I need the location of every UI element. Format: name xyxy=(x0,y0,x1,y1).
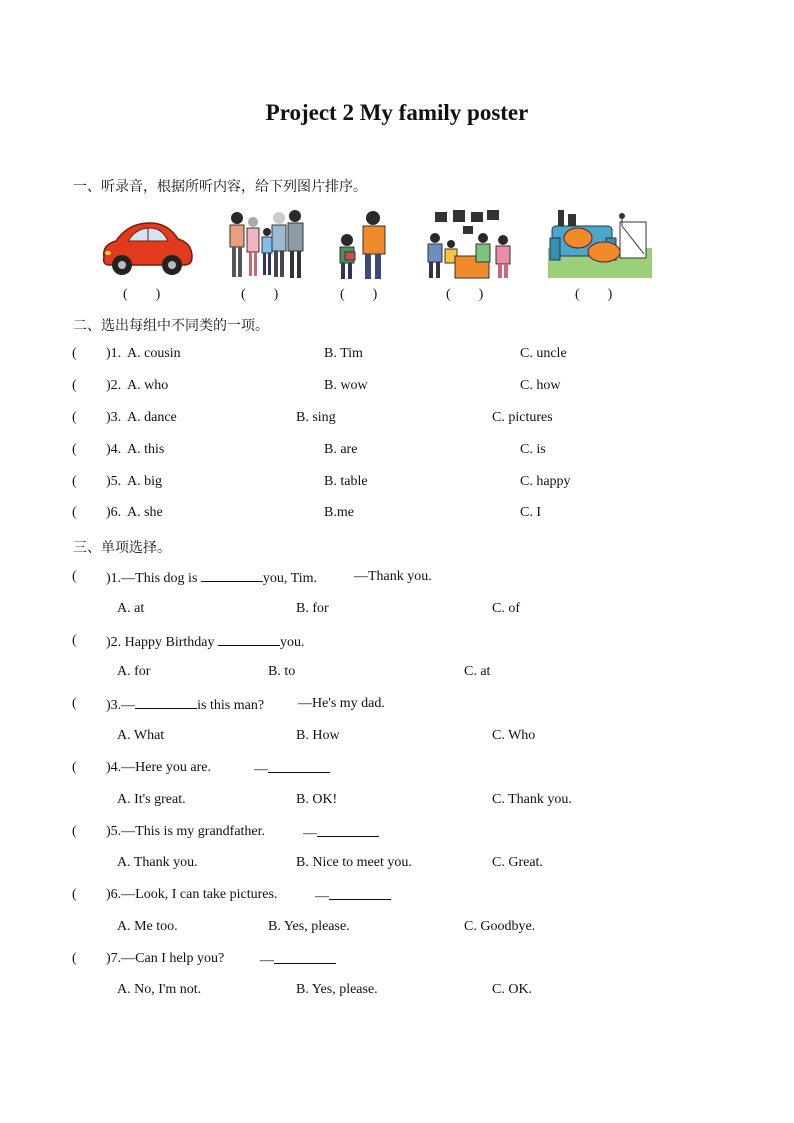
picture-1-answer[interactable]: ( ) xyxy=(123,287,161,302)
item-number: )4. xyxy=(106,442,122,457)
picture-3-answer[interactable]: ( ) xyxy=(340,287,378,302)
option-b: B. sing xyxy=(296,410,336,425)
option-a: A. dance xyxy=(127,410,177,425)
reply-dash: — xyxy=(303,826,317,841)
option-b: B. Yes, please. xyxy=(296,982,378,997)
option-c: C. Thank you. xyxy=(492,792,572,807)
option-c: C. is xyxy=(520,442,546,457)
answer-paren[interactable]: ( xyxy=(72,760,77,775)
option-b: B. are xyxy=(324,442,358,457)
answer-paren[interactable]: ( xyxy=(72,824,77,839)
question-prefix: —This dog is xyxy=(121,571,201,586)
section3-options-7 xyxy=(0,982,794,1002)
answer-paren[interactable]: ( xyxy=(72,346,77,361)
question-reply: —He's my dad. xyxy=(298,696,385,711)
question-text xyxy=(106,951,224,967)
answer-paren[interactable]: ( xyxy=(72,569,77,584)
reply-dash: — xyxy=(260,953,274,968)
question-suffix: is this man? xyxy=(197,698,265,713)
picture-row xyxy=(0,205,794,300)
question-prefix: —Can I help you? xyxy=(121,951,225,966)
option-c: C. at xyxy=(464,664,491,679)
option-a: A. she xyxy=(127,505,163,520)
question-reply xyxy=(315,887,391,905)
question-prefix: —Here you are. xyxy=(121,760,211,775)
section3-question-7 xyxy=(0,951,794,971)
answer-blank[interactable] xyxy=(317,824,379,837)
reply-dash: — xyxy=(254,762,268,777)
section3-options-3 xyxy=(0,728,794,748)
item-number: )6. xyxy=(106,505,122,520)
answer-paren[interactable]: ( xyxy=(72,410,77,425)
item-number: )2. xyxy=(106,378,122,393)
sofa-elephant-picture xyxy=(548,208,652,280)
question-reply: —Thank you. xyxy=(354,569,432,584)
section2-heading: 二、选出每组中不同类的一项。 xyxy=(73,318,269,334)
option-a: A. big xyxy=(127,474,162,489)
option-a: A. Me too. xyxy=(117,919,178,934)
family-photos-picture xyxy=(425,208,515,280)
question-number: )2. xyxy=(106,635,122,650)
question-text xyxy=(106,569,317,587)
section3-heading: 三、单项选择。 xyxy=(73,540,171,556)
question-text xyxy=(106,633,305,651)
section2-item-1 xyxy=(0,346,794,366)
answer-paren[interactable]: ( xyxy=(72,696,77,711)
answer-blank[interactable] xyxy=(218,633,280,646)
option-c: C. Goodbye. xyxy=(464,919,536,934)
question-prefix: Happy Birthday xyxy=(124,635,218,650)
answer-paren[interactable]: ( xyxy=(72,474,77,489)
section2-item-5 xyxy=(0,474,794,494)
option-b: B. to xyxy=(268,664,296,679)
section3-question-3 xyxy=(0,696,794,716)
question-text xyxy=(106,760,211,776)
section3-options-5 xyxy=(0,855,794,875)
question-prefix: —This is my grandfather. xyxy=(121,824,266,839)
option-a: A. at xyxy=(117,601,145,616)
option-a: A. What xyxy=(117,728,165,743)
question-number: )6. xyxy=(106,887,122,902)
option-a: A. No, I'm not. xyxy=(117,982,202,997)
section3-options-4 xyxy=(0,792,794,812)
question-text xyxy=(106,887,277,903)
answer-paren[interactable]: ( xyxy=(72,442,77,457)
question-prefix: — xyxy=(121,698,136,713)
question-number: )1. xyxy=(106,571,122,586)
question-reply xyxy=(303,824,379,842)
option-b: B. How xyxy=(296,728,340,743)
option-c: C. Great. xyxy=(492,855,543,870)
option-b: B. Tim xyxy=(324,346,363,361)
option-c: C. Who xyxy=(492,728,536,743)
option-c: C. uncle xyxy=(520,346,567,361)
item-number: )3. xyxy=(106,410,122,425)
question-suffix: you, Tim. xyxy=(262,571,317,586)
option-a: A. for xyxy=(117,664,151,679)
item-number: )5. xyxy=(106,474,122,489)
option-c: C. pictures xyxy=(492,410,553,425)
option-b: B.me xyxy=(324,505,354,520)
section3-options-6 xyxy=(0,919,794,939)
answer-paren[interactable]: ( xyxy=(72,378,77,393)
option-b: B. Nice to meet you. xyxy=(296,855,412,870)
picture-4-answer[interactable]: ( ) xyxy=(446,287,484,302)
item-number: )1. xyxy=(106,346,122,361)
option-a: A. who xyxy=(127,378,169,393)
section2-item-2 xyxy=(0,378,794,398)
family-picture xyxy=(227,208,307,280)
section2-item-6 xyxy=(0,505,794,525)
answer-blank[interactable] xyxy=(274,951,336,964)
answer-paren[interactable]: ( xyxy=(72,887,77,902)
section2-item-3 xyxy=(0,410,794,430)
answer-blank[interactable] xyxy=(135,696,197,709)
boy-and-man-picture xyxy=(335,210,395,280)
option-b: B. OK! xyxy=(296,792,338,807)
option-b: B. wow xyxy=(324,378,368,393)
option-a: A. cousin xyxy=(127,346,181,361)
option-c: C. OK. xyxy=(492,982,533,997)
section3-question-6 xyxy=(0,887,794,907)
option-a: A. this xyxy=(127,442,165,457)
section2-item-4 xyxy=(0,442,794,462)
section3-options-2 xyxy=(0,664,794,684)
option-a: A. Thank you. xyxy=(117,855,198,870)
section3-question-4 xyxy=(0,760,794,780)
picture-2-answer[interactable]: ( ) xyxy=(241,287,279,302)
option-a: A. It's great. xyxy=(117,792,186,807)
answer-paren[interactable]: ( xyxy=(72,633,77,648)
option-c: C. I xyxy=(520,505,541,520)
question-number: )7. xyxy=(106,951,122,966)
option-c: C. happy xyxy=(520,474,571,489)
answer-blank[interactable] xyxy=(201,569,263,582)
answer-blank[interactable] xyxy=(329,887,391,900)
question-suffix: you. xyxy=(280,635,305,650)
section3-question-2 xyxy=(0,633,794,653)
section3-options-1 xyxy=(0,601,794,621)
option-b: B. table xyxy=(324,474,368,489)
question-text xyxy=(106,824,265,840)
section3-question-5 xyxy=(0,824,794,844)
option-b: B. for xyxy=(296,601,329,616)
section3-question-1 xyxy=(0,569,794,589)
option-b: B. Yes, please. xyxy=(268,919,350,934)
question-reply xyxy=(254,760,330,778)
option-c: C. of xyxy=(492,601,520,616)
answer-paren[interactable]: ( xyxy=(72,505,77,520)
question-number: )5. xyxy=(106,824,122,839)
reply-dash: — xyxy=(315,889,329,904)
answer-blank[interactable] xyxy=(268,760,330,773)
page-title: Project 2 My family poster xyxy=(265,100,529,125)
question-prefix: —Look, I can take pictures. xyxy=(121,887,278,902)
section1-heading: 一、听录音，根据所听内容，给下列图片排序。 xyxy=(73,179,367,195)
question-reply xyxy=(260,951,336,969)
question-number: )4. xyxy=(106,760,122,775)
option-c: C. how xyxy=(520,378,561,393)
car-picture xyxy=(98,215,196,280)
picture-5-answer[interactable]: ( ) xyxy=(575,287,613,302)
answer-paren[interactable]: ( xyxy=(72,951,77,966)
question-text xyxy=(106,696,264,714)
question-number: )3. xyxy=(106,698,122,713)
